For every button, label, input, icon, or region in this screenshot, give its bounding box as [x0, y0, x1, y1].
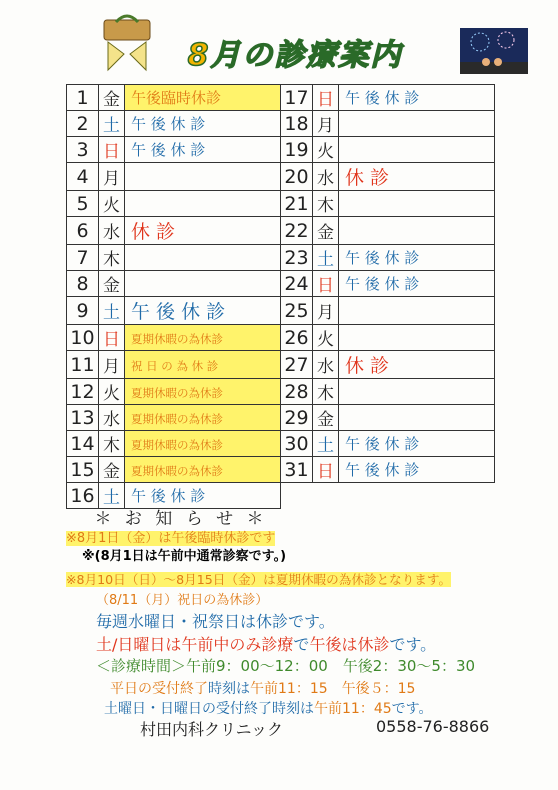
day-note-text: 午 後 休 診	[131, 115, 206, 133]
day-note	[339, 325, 495, 351]
day-number: 6	[67, 217, 99, 245]
day-note-text: 夏期休暇の為休診	[131, 331, 223, 346]
notice-weekend-reception: 土曜日・日曜日の受付終了時刻は午前11：45です。	[104, 701, 433, 717]
day-note	[339, 163, 495, 191]
weekday: 月	[99, 351, 125, 379]
day-number: 26	[281, 325, 313, 351]
day-number: 11	[67, 351, 99, 379]
day-number: 24	[281, 271, 313, 297]
day-number: 19	[281, 137, 313, 163]
day-number: 7	[67, 245, 99, 271]
calendar-row	[67, 191, 495, 217]
weekday: 火	[99, 379, 125, 405]
day-number: 17	[281, 85, 313, 111]
weekday: 水	[313, 351, 339, 379]
weekday: 木	[313, 191, 339, 217]
notice-wednesday-closed: 毎週水曜日・祝祭日は休診です。	[96, 612, 335, 631]
day-note	[125, 379, 281, 405]
day-number: 29	[281, 405, 313, 431]
day-note-text: 祝 日 の 為 休 診	[131, 358, 219, 373]
notice-aug1-morning: ※(8月1日は午前中通常診察です。)	[82, 549, 287, 564]
weekday: 日	[99, 325, 125, 351]
day-note	[339, 245, 495, 271]
weekday: 木	[99, 431, 125, 457]
day-number: 20	[281, 163, 313, 191]
notice-heading: ＊ お 知 ら せ ＊	[94, 509, 268, 529]
day-note-text: 休 診	[345, 355, 390, 377]
weekday: 月	[313, 111, 339, 137]
weekday: 日	[99, 137, 125, 163]
weekday: 金	[99, 271, 125, 297]
lantern-illustration	[96, 14, 158, 76]
weekday: 日	[313, 271, 339, 297]
weekday: 金	[99, 85, 125, 111]
day-note-text: 夏期休暇の為休診	[131, 411, 223, 426]
day-note-text: 夏期休暇の為休診	[131, 385, 223, 400]
weekday: 日	[313, 85, 339, 111]
day-number: 28	[281, 379, 313, 405]
day-number: 31	[281, 457, 313, 483]
day-note	[125, 351, 281, 379]
clinic-name: 村田内科クリニック	[140, 720, 284, 739]
day-note	[339, 405, 495, 431]
day-note-text: 午 後 休 診	[345, 461, 420, 479]
calendar-row	[67, 351, 495, 379]
day-number: 1	[67, 85, 99, 111]
day-note	[339, 457, 495, 483]
calendar-row	[67, 245, 495, 271]
day-note-text: 午 後 休 診	[345, 249, 420, 267]
day-note	[339, 111, 495, 137]
day-note-text: 午 後 休 診	[345, 435, 420, 453]
day-note	[339, 85, 495, 111]
weekday: 土	[99, 111, 125, 137]
day-number: 25	[281, 297, 313, 325]
calendar-row	[67, 297, 495, 325]
calendar-row	[67, 271, 495, 297]
day-note	[339, 351, 495, 379]
notice-summer-holiday: ※8月10日（日）～8月15日（金）は夏期休暇の為休診となります。	[66, 572, 452, 587]
weekday: 水	[99, 217, 125, 245]
day-number: 22	[281, 217, 313, 245]
day-note	[339, 137, 495, 163]
calendar-row	[67, 457, 495, 483]
day-note	[125, 271, 281, 297]
weekday: 水	[99, 405, 125, 431]
calendar-row	[67, 163, 495, 191]
day-number: 5	[67, 191, 99, 217]
calendar-row	[67, 431, 495, 457]
weekday: 火	[99, 191, 125, 217]
day-note	[339, 297, 495, 325]
day-number: 4	[67, 163, 99, 191]
day-number: 2	[67, 111, 99, 137]
day-note	[339, 271, 495, 297]
weekday: 火	[313, 325, 339, 351]
day-number: 3	[67, 137, 99, 163]
day-note	[125, 217, 281, 245]
day-number: 27	[281, 351, 313, 379]
day-note	[125, 457, 281, 483]
day-note-text: 夏期休暇の為休診	[131, 437, 223, 452]
day-note-text: 午後臨時休診	[131, 89, 222, 107]
weekday: 土	[313, 245, 339, 271]
day-note-text: 休 診	[345, 167, 390, 189]
day-note-text: 午 後 休 診	[131, 487, 206, 505]
calendar-row	[67, 137, 495, 163]
day-note-text: 午 後 休 診	[131, 301, 226, 323]
day-number: 21	[281, 191, 313, 217]
day-note-text: 夏期休暇の為休診	[131, 463, 223, 478]
day-note	[339, 431, 495, 457]
day-number: 9	[67, 297, 99, 325]
weekday: 水	[313, 163, 339, 191]
day-number: 30	[281, 431, 313, 457]
notice-consultation-hours: ＜診療時間＞午前9：00～12：00 午後2：30～5：30	[96, 657, 476, 675]
day-note	[125, 297, 281, 325]
calendar-row	[67, 111, 495, 137]
day-note-text: 午 後 休 診	[345, 89, 420, 107]
page-title: 8月の診療案内	[187, 38, 403, 73]
day-note-text: 休 診	[131, 221, 176, 243]
weekday: 木	[313, 379, 339, 405]
calendar-row	[67, 85, 495, 111]
day-number: 23	[281, 245, 313, 271]
notice-holiday-0811: （8/11（月）祝日の為休診）	[96, 593, 269, 608]
calendar-row	[67, 405, 495, 431]
day-note	[339, 379, 495, 405]
day-number: 8	[67, 271, 99, 297]
calendar-row	[67, 325, 495, 351]
calendar-row	[67, 217, 495, 245]
day-note	[125, 245, 281, 271]
august-calendar	[66, 84, 495, 509]
notice-aug1-closure: ※8月1日（金）は午後臨時休診です	[66, 531, 276, 546]
weekday: 土	[99, 297, 125, 325]
day-note	[125, 191, 281, 217]
weekday: 火	[313, 137, 339, 163]
day-note-text: 午 後 休 診	[131, 141, 206, 159]
day-number: 16	[67, 483, 99, 509]
day-number: 15	[67, 457, 99, 483]
day-number: 18	[281, 111, 313, 137]
day-note	[125, 405, 281, 431]
day-note	[125, 163, 281, 191]
weekday: 金	[313, 217, 339, 245]
header	[0, 20, 558, 82]
weekday: 日	[313, 457, 339, 483]
day-note	[125, 431, 281, 457]
weekday: 土	[99, 483, 125, 509]
day-note	[339, 217, 495, 245]
notice-weekend-hours: 土/日曜日は午前中のみ診療で午後は休診です。	[96, 635, 437, 654]
day-note-text: 午 後 休 診	[345, 275, 420, 293]
day-note	[125, 325, 281, 351]
day-note	[339, 191, 495, 217]
day-number: 10	[67, 325, 99, 351]
weekday: 月	[99, 163, 125, 191]
day-note	[125, 111, 281, 137]
weekday: 金	[99, 457, 125, 483]
calendar-row	[67, 379, 495, 405]
weekday: 月	[313, 297, 339, 325]
weekday: 金	[313, 405, 339, 431]
weekday: 土	[313, 431, 339, 457]
day-number: 14	[67, 431, 99, 457]
day-number: 13	[67, 405, 99, 431]
notice-weekday-reception: 平日の受付終了時刻は午前11：15 午後５：15	[110, 681, 416, 697]
day-number: 12	[67, 379, 99, 405]
day-note	[125, 137, 281, 163]
weekday: 木	[99, 245, 125, 271]
day-note	[125, 85, 281, 111]
fireworks-illustration	[460, 28, 528, 74]
clinic-phone: 0558-76-8866	[376, 717, 490, 736]
